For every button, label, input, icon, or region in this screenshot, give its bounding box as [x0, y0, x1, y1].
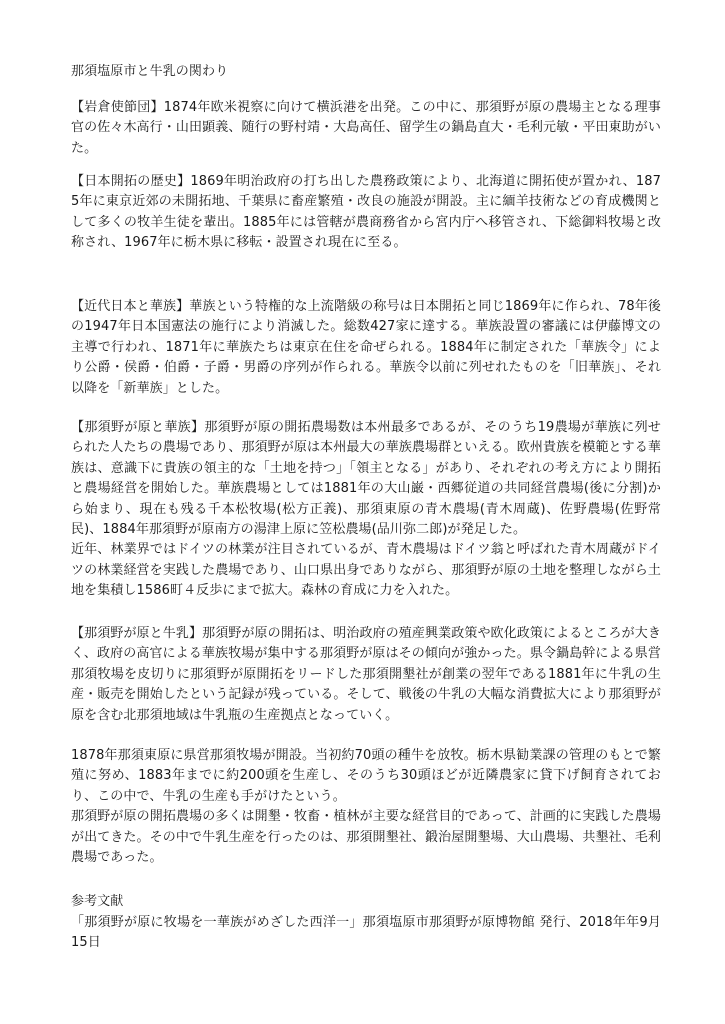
section-iwakura-mission [71, 98, 661, 159]
document-title: 那須塩原市と牛乳の関わり [71, 64, 229, 79]
section-nasunogahara-kazoku [71, 418, 661, 602]
paragraph: 【那須野が原と華族】那須野が原の開拓農場数は本州最多であるが、そのうち19農場が華族に列せられた人たちの農場であり、那須野が原は本州最大の華族農場群といえる。欧州貴族を模範とする華族は、意識下に貴族の領主的な「土地を持つ」「領主となる」があり、それぞれの考え方により開拓と農場経営を開始した。華族農場としては1881年の大山巌・西郷従道の共同経営農場(後に分割)から始まり、現在も残る千本松牧場(松方正義)、那須東原の青木農場(青木周蔵)、佐野農場(佐野常民)、1884年那須野が原南方の湯津上原に笠松農場(品川弥二郎)が発足した。 [71, 420, 661, 538]
paragraph: 【日本開拓の歴史】1869年明治政府の打ち出した農務政策により、北海道に開拓使が置かれ、1875年に東京近郊の未開拓地、千葉県に畜産繁殖・改良の施設が開設。主に緬羊技術などの育成機関として多くの牧羊生徒を輩出。1885年には管轄が農商務省から宮内庁へ移管され、下総御料牧場と改称され、1967年に栃木県に移転・設置され現在に至る。 [71, 174, 661, 251]
section-nasunogahara-milk [71, 624, 661, 726]
reference-entry: 「那須野が原に牧場を一華族がめざした西洋一」那須塩原市那須野が原博物館 発行、2018年年9月15日 [71, 915, 661, 951]
paragraph: 1878年那須東原に県営那須牧場が開設。当初約70頭の種牛を放牧。栃木県勧業課の管理のもとで繁殖に努め、1883年までに約200頭を生産し、そのうち30頭ほどが近隣農家に貸下げ飼育されており、この中で、牛乳の生産も手がけたという。 [71, 748, 661, 804]
references-heading: 参考文献 [71, 894, 124, 909]
paragraph: 【岩倉使節団】1874年欧米視察に向けて横浜港を出発。この中に、那須野が原の農場主となる理事官の佐々木高行・山田顕義、随行の野村靖・大島高任、留学生の鍋島直大・毛利元敏・平田東助がいた。 [71, 100, 661, 156]
paragraph: 那須野が原の開拓農場の多くは開墾・牧畜・植林が主要な経営目的であって、計画的に実践した農場が出てきた。その中で牛乳生産を行ったのは、那須開墾社、鍛治屋開墾場、大山農場、共墾社、毛利農場であった。 [71, 809, 661, 866]
paragraph: 近年、林業界ではドイツの林業が注目されているが、青木農場はドイツ翁と呼ばれた青木周蔵がドイツの林業経営を実践した農場であり、山口県出身でありながら、那須野が原の土地を整理しながら土地を集積し1586町４反歩にまで拡大。森林の育成に力を入れた。 [71, 542, 661, 599]
paragraph: 【那須野が原と牛乳】那須野が原の開拓は、明治政府の殖産興業政策や欧化政策によるところが大きく、政府の高官による華族牧場が集中する那須野が原はその傾向が強かった。県令鍋島幹による県営那須牧場を皮切りに那須野が原開拓をリードした那須開墾社が創業の翌年である1881年に牛乳の生産・販売を開始したという記録が残っている。そして、戦後の牛乳の大幅な消費拡大により那須野が原を含む北那須地域は牛乳瓶の生産拠点となっていく。 [71, 626, 661, 723]
section-japan-reclamation-history [71, 172, 661, 254]
section-nasu-ranch [71, 746, 661, 868]
paragraph: 【近代日本と華族】華族という特権的な上流階級の称号は日本開拓と同じ1869年に作られ、78年後の1947年日本国憲法の施行により消滅した。総数427家に達する。華族設置の審議には伊藤博文の主導で行われ、1871年に華族たちは東京在住を命ぜられる。1884年に制定された「華族令」により公爵・侯爵・伯爵・子爵・男爵の序列が作られる。華族令以前に列せれたものを「旧華族」、それ以降を「新華族」とした。 [71, 299, 661, 396]
section-modern-japan-kazoku [71, 297, 661, 399]
